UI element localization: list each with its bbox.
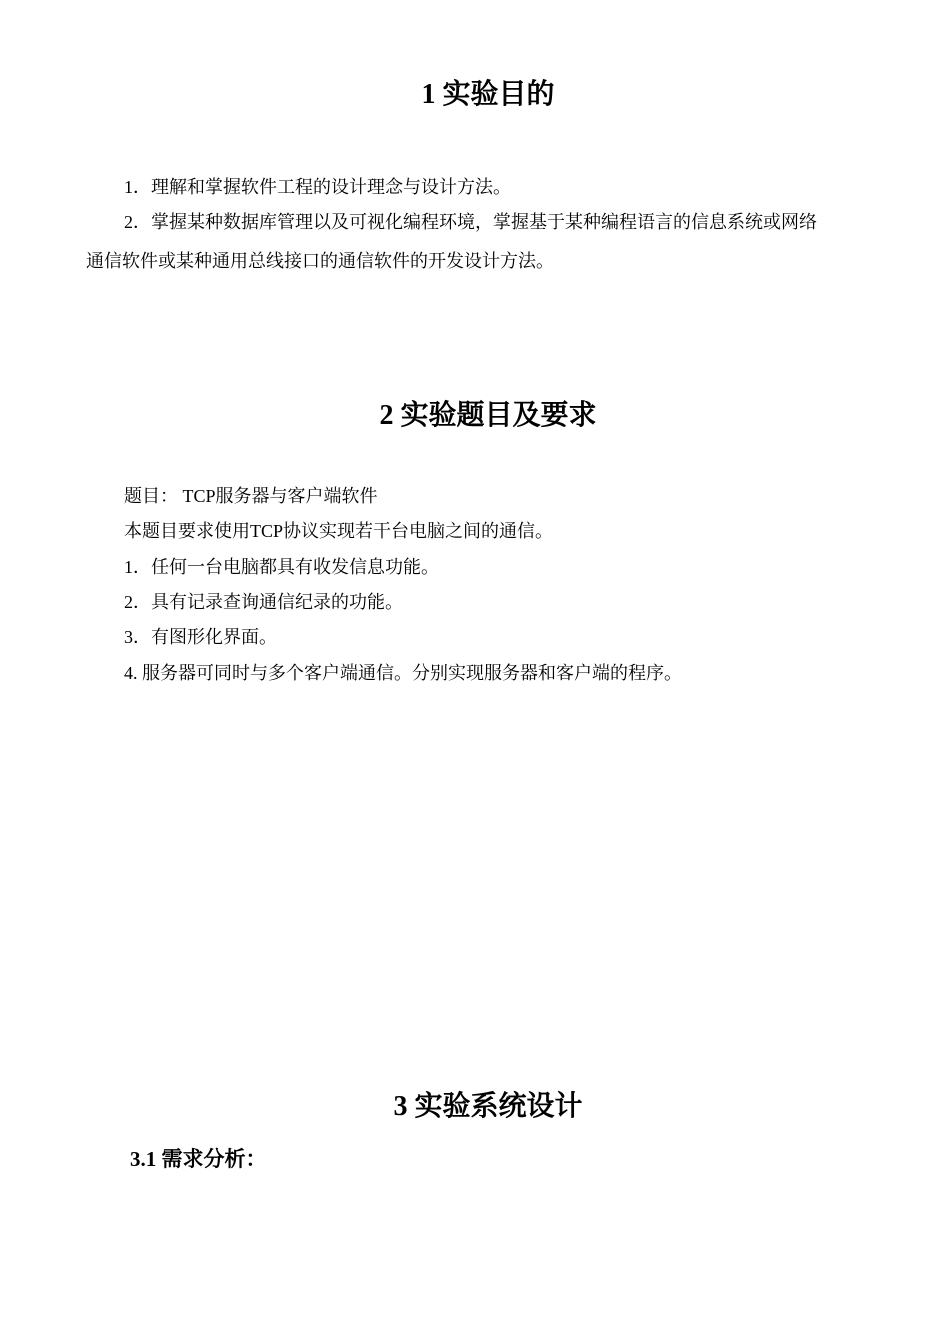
requirement-item-1: 1．任何一台电脑都具有收发信息功能。 [124,557,439,577]
requirement-item-2: 2．具有记录查询通信纪录的功能。 [124,592,403,612]
requirement-intro: 本题目要求使用TCP协议实现若干台电脑之间的通信。 [124,521,554,541]
section-1-item-2-continued: 通信软件或某种通用总线接口的通信软件的开发设计方法。 [86,251,554,271]
topic-line: 题目： TCP服务器与客户端软件 [124,486,378,506]
section-1-heading: 1 实验目的 [421,79,555,110]
requirement-item-3: 3．有图形化界面。 [124,627,277,647]
section-1-item-1: 1．理解和掌握软件工程的设计理念与设计方法。 [124,177,511,197]
requirement-item-4: 4. 服务器可同时与多个客户端通信。分别实现服务器和客户端的程序。 [124,663,682,683]
section-2-heading: 2 实验题目及要求 [379,400,597,431]
section-3-1-subheading: 3.1 需求分析： [130,1147,267,1171]
section-3-heading: 3 实验系统设计 [393,1091,583,1122]
section-1-item-2: 2．掌握某种数据库管理以及可视化编程环境，掌握基于某种编程语言的信息系统或网络 [124,212,817,232]
